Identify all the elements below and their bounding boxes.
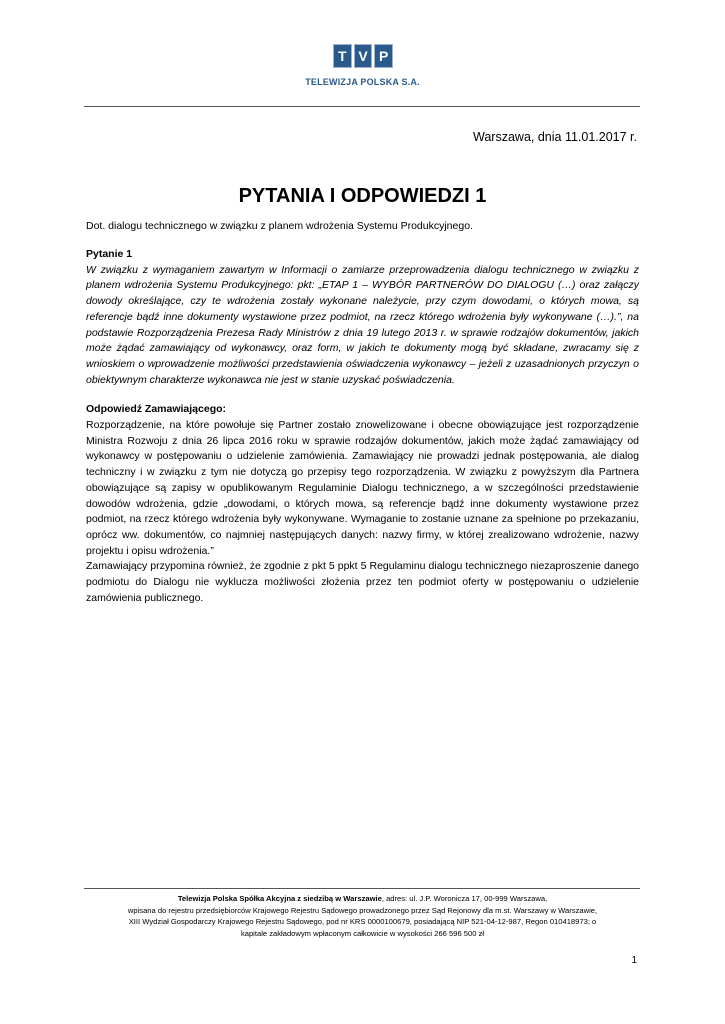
document-body: [86, 247, 639, 606]
document-subject: Dot. dialogu technicznego w związku z planem wdrożenia Systemu Produkcyjnego.: [86, 220, 473, 232]
footer-line: wpisana do rejestru przedsiębiorców Krajowego Rejestru Sądowego prowadzonego przez Sąd Rejonowy dla m.st. Warszawy w Warszawie,: [127, 905, 598, 915]
footer-company: Telewizja Polska Spółka Akcyjna z siedzibą w Warszawie: [177, 894, 382, 903]
footer-address: , adres: ul. J.P. Woronicza 17, 00-999 Warszawa,: [381, 894, 548, 903]
company-name: TELEWIZJA POLSKA S.A.: [305, 77, 420, 87]
page-footer: [60, 893, 665, 939]
document-date: Warszawa, dnia 11.01.2017 r.: [473, 130, 637, 144]
logo-letter: V: [354, 44, 373, 68]
logo-letter: P: [374, 44, 393, 68]
logo-letter: T: [333, 44, 352, 68]
question-text: W związku z wymaganiem zawartym w Informacji o zamiarze przeprowadzenia dialogu technicznego w związku z planem wdrożenia Systemu Produkcyjnego: pkt: „ETAP 1 – WYBÓR PARTNERÓW DO DIALOGU (…) oraz załączy dowody określające, czy te wdrożenia zostały wykonane należycie, przy czym dowodami, o których mowa, są referencje bądź inne dokumenty wystawione przez podmiot, na rzecz którego wdrożenia były wykonywane (…).”, na podstawie Rozporządzenia Prezesa Rady Ministrów z dnia 19 lutego 2013 r. w sprawie rodzajów dokumentów, jakich może żądać zamawiający od wykonawcy, oraz form, w jakich te dokumenty mogą być składane, zwracamy się z wnioskiem o wprowadzenie możliwości przedstawienia oświadczenia wykonawcy – jeżeli z uzasadnionych przyczyn o obiektywnym charakterze wykonawca nie jest w stanie uzyskać poświadczenia.: [86, 263, 639, 386]
header-divider: [84, 106, 640, 107]
footer-line: XIII Wydział Gospodarczy Krajowego Rejestru Sądowego, pod nr KRS 0000100679, posiadającą NIP 521-04-12-987, Regon 010418973; o: [128, 917, 597, 926]
footer-line: kapitale zakładowym wpłaconym całkowicie w wysokości 266 596 500 zł: [240, 928, 485, 938]
footer-divider: [84, 888, 640, 889]
answer-heading: Odpowiedź Zamawiającego:: [86, 403, 227, 416]
answer-paragraph: Rozporządzenie, na które powołuje się Partner zostało znowelizowane i obecne obowiązujące jest rozporządzenie Ministra Rozwoju z dnia 26 lipca 2016 roku w sprawie rodzajów dokumentów, jakich może żądać zamawiający od wykonawcy w postępowaniu o udzielenie zamówienia. Zamawiający nie prowadzi jednak postępowania, ale dialog techniczny i w związku z tym nie dotyczą go przepisy tego rozporządzenia. W związku z powyższym dla Partnera obowiązujące są zapisy w opublikowanym Regulaminie Dialogu technicznego, a w szczególności przedstawienie dowodów wdrożenia, gdzie „dowodami, o których mowa, są referencje bądź inne dokumenty wystawione przez podmiot, na rzecz którego wdrożenia były wykonywane. Wymaganie to zostanie uznane za spełnione po przekazaniu, oprócz ww. dokumentów, co najmniej następujących danych: nazwy firmy, w której zrealizowano wdrożenie, nazwy projektu i opisu wdrożenia.”: [86, 419, 639, 557]
document-title: PYTANIA I ODPOWIEDZI 1: [238, 185, 487, 207]
answer-paragraph: Zamawiający przypomina również, że zgodnie z pkt 5 ppkt 5 Regulaminu dialogu technicznego niezaproszenie danego podmiotu do Dialogu nie wyklucza możliwości złożenia przez ten podmiot oferty w postępowaniu o udzielenie zamówienia publicznego.: [86, 560, 639, 604]
footer-line: [60, 893, 665, 905]
tvp-logo: [333, 44, 393, 68]
question-heading: Pytanie 1: [86, 248, 133, 260]
page-number: 1: [631, 955, 637, 966]
spacer: [86, 388, 639, 402]
